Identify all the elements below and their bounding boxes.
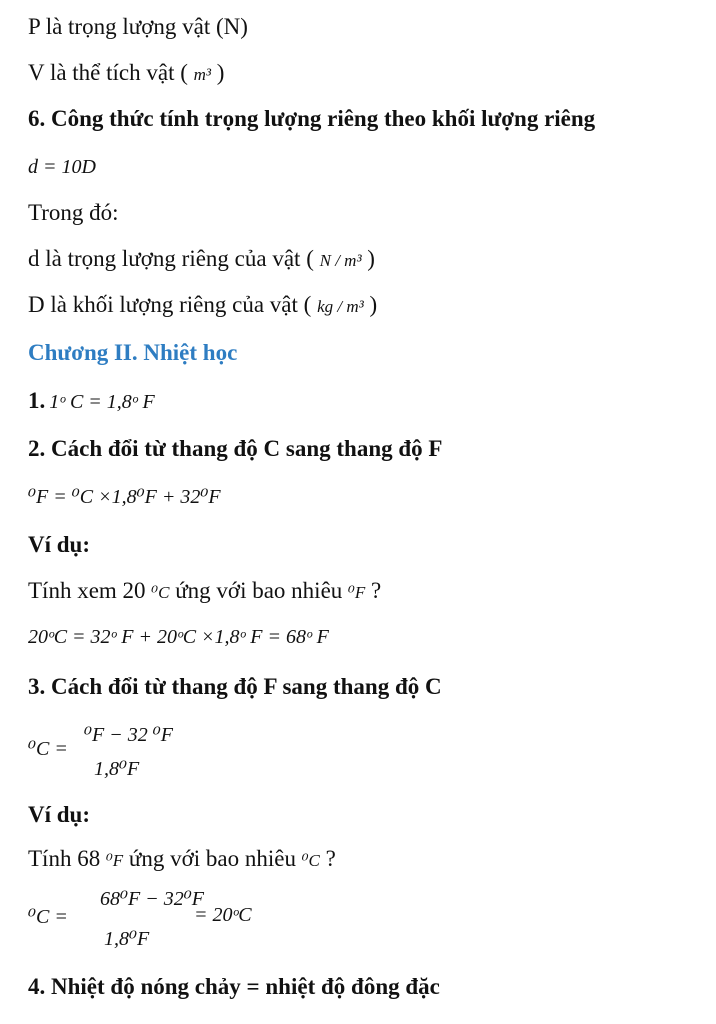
text-close-paren: ) [367,246,375,271]
text-trong-do: Trong đó: [28,200,119,225]
item-1-number: 1. [28,388,46,413]
text-density-label: D là khối lượng riêng của vật ( [28,292,312,317]
text-example-1-part-c: ? [365,578,382,603]
unit-cubic-meter: m³ [193,65,212,84]
formula-example-2-lhs: ⁰C = [28,906,68,928]
chapter-heading: Chương II. Nhiệt học [28,340,238,365]
formula-f-to-c-numerator: ⁰F − 32 ⁰F [84,724,173,746]
text-density-definition [28,292,377,318]
text-example-1-question [28,578,381,604]
text-example-2-part-b: ứng với bao nhiêu [123,846,302,871]
formula-c-to-f: ⁰F = ⁰C ×1,8⁰F + 32⁰F [28,486,221,508]
unit-fahrenheit: ⁰F [105,851,124,870]
unit-fahrenheit: ⁰F [348,583,366,602]
formula-example-2-rhs: = 20ᵒC [194,904,252,926]
text-close-paren: ) [216,60,225,85]
heading-c-to-f: 2. Cách đổi từ thang độ C sang thang độ F [28,436,443,461]
formula-f-to-c-denominator: 1,8⁰F [94,758,140,780]
formula-example-2-denominator: 1,8⁰F [104,928,150,950]
text-example-2-part-c: ? [319,846,336,871]
text-example-2-question [28,846,336,872]
text-volume-definition [28,60,224,86]
text-example-1-part-b: ứng với bao nhiêu [169,578,349,603]
formula-example-2-numerator: 68⁰F − 32⁰F [100,888,204,910]
text-example-2-part-a: Tính 68 [28,846,106,871]
unit-celsius: ⁰C [301,851,320,870]
formula-f-to-c-lhs: ⁰C = [28,738,68,760]
heading-example-2: Ví dụ: [28,802,90,827]
text-volume-label: V là thể tích vật ( [28,60,188,85]
text-example-1-part-a: Tính xem 20 [28,578,152,603]
unit-kg-per-m3: kg / m³ [317,297,364,316]
heading-f-to-c: 3. Cách đổi từ thang độ F sang thang độ C [28,674,442,699]
text-specific-weight-definition [28,246,375,272]
unit-celsius: ⁰C [151,583,170,602]
heading-section-6: 6. Công thức tính trọng lượng riêng theo khối lượng riêng [28,106,596,131]
text-close-paren: ) [369,292,378,317]
formula-example-1: 20ᵒC = 32ᵒ F + 20ᵒC ×1,8ᵒ F = 68ᵒ F [28,626,329,648]
item-1 [28,388,155,414]
text-weight-definition: P là trọng lượng vật (N) [28,14,248,39]
formula-d-10d: d = 10D [28,156,96,178]
heading-melting-point: 4. Nhiệt độ nóng chảy = nhiệt độ đông đặc [28,974,440,999]
text-specific-weight-label: d là trọng lượng riêng của vật ( [28,246,314,271]
unit-n-per-m3: N / m³ [319,251,362,270]
formula-celsius-fahrenheit-step: 1ᵒ C = 1,8ᵒ F [49,391,155,413]
heading-example-1: Ví dụ: [28,532,90,557]
